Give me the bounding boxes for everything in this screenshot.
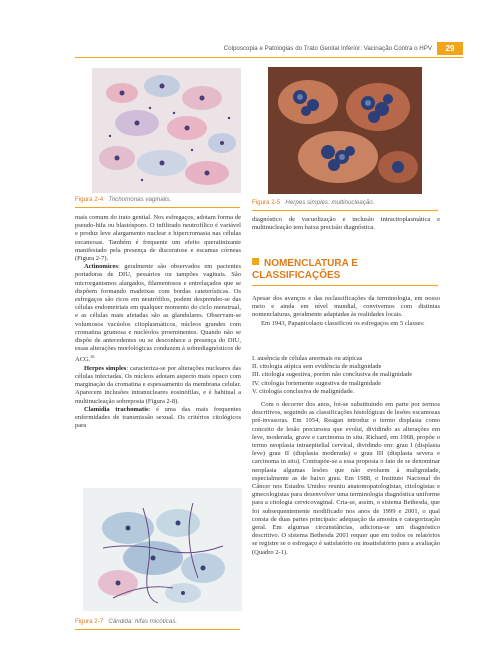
term: Clamídia trachomatis	[84, 405, 149, 413]
figure-2-4-caption	[75, 196, 171, 203]
paragraph: Apesar dos avanços e das reclassificações da terminologia, em nosso meio e ainda em nível mundial, convivemos com distintas nomenclaturas, geralmente adaptadas às realidades locais.	[252, 295, 440, 319]
paragraph: mais comum do trato genital. Nos esfregaços, adotam forma de pseudo-hifa ou blastósporo. O infiltrado neutrofílico é variável e produz leve alargamento nuclear e hipercromasia nas células escamosas. Também é frequente um efeito queratinizante manifestado pela presença de disceratose e escamas córneas (Figura 2-7).	[75, 214, 241, 263]
figure-2-5-caption	[252, 199, 374, 206]
header-rule	[75, 57, 463, 58]
figure-2-5-image	[268, 67, 422, 194]
trichomonas-micrograph	[92, 68, 241, 193]
figure-2-7-caption	[75, 618, 177, 625]
reference: 26	[90, 354, 95, 360]
herpes-micrograph	[268, 67, 422, 194]
list-item: V. citologia conclusiva de malignidade.	[252, 387, 355, 395]
candida-micrograph	[83, 488, 242, 611]
section-rule	[252, 285, 438, 286]
figure-number: Figura 2-7	[75, 618, 104, 625]
term: Actinomices	[84, 263, 118, 271]
paragraph: Herpes simples: caracteriza-se por alterações nucleares das células infectadas. Os núcleos adotam aspecto mais opaco com marginação da cromatina e espessamento da membrana celular. Aparecem inclusões intranucleares eosinófilas, e é habitual a multinucleação sobreposta (Figura 2-8).	[75, 364, 241, 405]
list-item: III. citologia sugestiva, porém não conclusiva de malignidade	[252, 371, 413, 379]
figure-caption-text: Cândida: hifas micóticas.	[108, 618, 178, 625]
figure-number: Figura 2-5	[252, 199, 281, 206]
paragraph: Em 1943, Papanicolaou classificou os esfregaços em 5 classes:	[261, 319, 425, 327]
paragraph: Clamídia trachomatis: é uma das mais frequentes enfermidades de transmissão sexual. Os critérios citológicos para	[75, 405, 241, 430]
figure-caption-text: Trichomonas vaginalis.	[108, 196, 172, 203]
caption-rule	[75, 629, 240, 630]
figure-2-4-image	[92, 68, 241, 193]
caption-rule	[75, 207, 240, 208]
paragraph: Actinomices: geralmente são observados em pacientes portadoras de DIU, pessários ou tampões vaginais. São microrganismos alargados, filamentosos e entrelaçados que se dispõem formando madeixas com bordas cateterísticas. Os esfregaços são ricos em neutrófilos, podem desprender-se das células endometriais em qualquer momento do ciclo menstrual, e as células mais afetadas são as glandulares. Observam-se volumosos vacúolos citoplasmáticos, núcleos grandes com cromatina grumosa e nucléolos proeminentes. Quando não se dispõe de antecedentes ou se desconhece a presença do DIU, essas alterações morfológicas conduzem à sobrediagnósticos de ACG.$^{26}$	[75, 263, 241, 364]
caption-rule	[252, 210, 438, 211]
term: Herpes simples	[84, 364, 127, 372]
papanicolaou-classes-list	[252, 355, 442, 396]
right-column-intro	[252, 216, 440, 232]
list-item: I. ausência de células anormais ou atípicas	[252, 355, 363, 362]
figure-number: Figura 2-4	[75, 196, 104, 203]
list-item: IV. citologia fortemente sugestiva de malignidade	[252, 379, 382, 387]
left-column	[75, 214, 241, 430]
paragraph: Com o decorrer dos anos, foi-se substituindo em parte por termos descritivos, seguindo as classificações histológicas de lesões escamosas pré-invasoras. Em 1954, Reagan introduz o termo displasia como conceito de lesão precursora que evolui, dividindo as alterações em leve, moderada, grave e carcinoma in situ. Richard, em 1968, propõe o termo neoplasia intraepitelial cervical, dividindo em: grau I (displasia leve) grau II (displasia moderada) e grau III (displasia severa e carcinoma in situ). Contrapõe-se a essa proposta o fato de se denominar neoplasia algumas lesões que não evoluem à malignidade, especialmente as de baixo grau. Em 1988, o Instituto Nacional do Câncer nos Estados Unidos reuniu anatomopatologistas, citologistas e ginecologistas para desenvolver uma terminologia diagnóstica uniforme para a citologia cervicovaginal. Cria-se, assim, o sistema Bethesda, que foi subsequentemente modificado nos anos de 1999 e 2001, o qual consta de duas partes principais: adequação da amostra e categorização geral. Em algumas circunstâncias, adiciona-se um diagnóstico descritivo. O sistema Bethesda 2001 requer que em todos os relatórios se registre se o esfregaço é satisfatório ou insatisfatório para a avaliação (Quadro 2-1).	[252, 401, 440, 556]
running-head: Colposcopia e Patologias do Trato Genital Inferior: Vacinação Contra o HPV	[223, 45, 432, 52]
right-column-history	[252, 401, 440, 557]
figure-caption-text: Herpes simples: multinucleação.	[285, 199, 375, 206]
right-column-body	[252, 295, 440, 328]
section-marker	[252, 258, 259, 265]
paragraph: diagnóstico de vacuolização e inclusão intracitoplasmática e multinucleação tem baixa precisão diagnóstica.	[252, 216, 440, 232]
list-item: II. citologia atípica sem evidência de malignidade	[252, 363, 382, 371]
page-number: 29	[437, 42, 463, 55]
section-title: NOMENCLATURA E CLASSIFICAÇÕES	[252, 258, 358, 281]
figure-2-7-image	[83, 488, 242, 611]
